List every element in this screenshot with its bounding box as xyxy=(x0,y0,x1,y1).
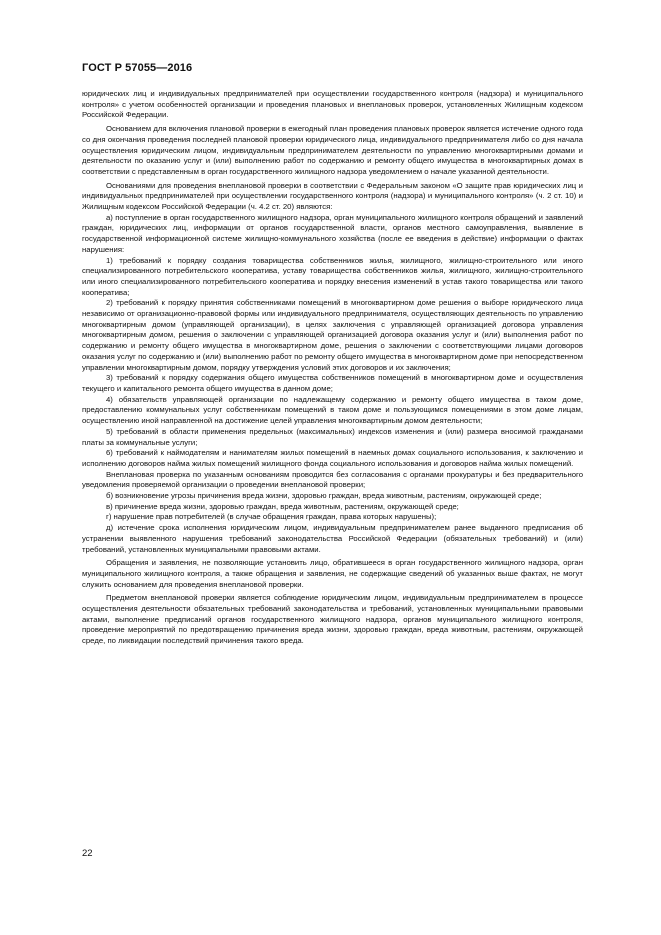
list-item-1: 1) требований к порядку создания товарищества собственников жилья, жилищного, жилищно-строительного или иного специализированного потребительского кооператива, уставу товарищества собственников жилья, жилищного, жилищно-строительного или иного специализированного потребительского кооператива и порядку внесения изменений в устав такого товарищества или такого кооператива; xyxy=(82,255,583,297)
list-item-d: д) истечение срока исполнения юридическим лицом, индивидуальным предпринимателем ранее выданного предписания об устранении выявленного нарушения требований законодательства Российской Федерации (обязательных требований) и (или) требований, установленных муниципальными правовыми актами. xyxy=(82,523,583,554)
list-item-3: 3) требований к порядку содержания общего имущества собственников помещений в многоквартирном доме и осуществления текущего и капитального ремонта общего имущества в данном доме; xyxy=(82,373,583,393)
list-item-v: в) причинение вреда жизни, здоровью граждан, вреда животным, растениям, окружающей среде; xyxy=(106,501,459,511)
list-item-4: 4) обязательств управляющей организации по надлежащему содержанию и ремонту общего имущества в таком доме, предоставлению коммунальных услуг собственникам помещений в таком доме и пользующимся помещениями в этом доме лицам, осуществлению иной направленной на достижение целей управления многоквартирным домом деятельности; xyxy=(82,394,583,426)
page-number: 22 xyxy=(82,848,93,859)
document-header: ГОСТ Р 57055—2016 xyxy=(82,62,193,74)
list-item-6: 6) требований к наймодателям и нанимателям жилых помещений в наемных домах социального использования, к заключению и исполнению договоров найма жилых помещений жилищного фонда социального использования и договоров найма жилых помещений. xyxy=(82,448,583,468)
list-item-5: 5) требований в области применения предельных (максимальных) индексов изменения и (или) размера вносимой гражданами платы за коммунальные услуги; xyxy=(82,426,583,447)
list-item-a: а) поступление в орган государственного жилищного надзора, орган муниципального жилищного контроля обращений и заявлений граждан, юридических лиц, информации от органов государственной власти, органов местного самоуправления, выявление в государственной информационной системе жилищно-коммунального хозяйства (после ее введения в действие) информации о фактах нарушения: xyxy=(82,212,583,254)
list-item-g: г) нарушение прав потребителей (в случае обращения граждан, права которых нарушены); xyxy=(106,512,437,522)
paragraph-unplanned-inspection-basis: Основаниями для проведения внеплановой проверки в соответствии с Федеральным законом «О защите прав юридических лиц и индивидуальных предпринимателей при осуществлении государственного контроля (надзора) и муниципального контроля» (ч. 2 ст. 10) и Жилищным кодексом Российской Федерации (ч. 4.2 ст. 20) являются: xyxy=(82,180,583,212)
list-item-2: 2) требований к порядку принятия собственниками помещений в многоквартирном доме решения о выборе юридического лица независимо от организационно-правовой формы или индивидуального предпринимателя, осуществляющих деятельность по управлению многоквартирным домом (управляющей организации), в целях заключения с управляющей организацией договора управления многоквартирным домом, решения о заключении с управляющей организацией договора оказания услуг и (или) выполнения работ по содержанию и ремонту общего имущества в многоквартирном доме, решения о заключении с соответствующими лицами договоров оказания услуг по содержанию и (или) выполнению работ по ремонту общего имущества в многоквартирном доме при непосредственном управлении многоквартирным домом, порядку утверждения условий этих договоров и их заключения; xyxy=(82,298,583,372)
paragraph-anonymous-appeals: Обращения и заявления, не позволяющие установить лицо, обратившееся в орган государственного жилищного надзора, орган муниципального жилищного контроля, а также обращения и заявления, не содержащие сведений об указанных выше фактах, не могут служить основанием для проведения внеплановой проверки. xyxy=(82,558,583,589)
paragraph-planned-inspection-basis: Основанием для включения плановой проверки в ежегодный план проведения плановых проверок является истечение одного года со дня окончания проведения последней плановой проверки юридического лица, индивидуального предпринимателя либо со дня начала осуществления юридическим лицом, индивидуальным предпринимателем деятельности по управлению многоквартирными домами и деятельности по оказанию услуг и (или) выполнению работ по содержанию и ремонту общего имущества в многоквартирных домах в соответствии с представленным в орган государственного жилищного надзора уведомлением о начале указанной деятельности. xyxy=(82,124,583,176)
paragraph-no-prosecutor-approval: Внеплановая проверка по указанным основаниям проводится без согласования с органами прокуратуры и без предварительного уведомления проверяемой организации о проведении внеплановой проверки; xyxy=(82,469,583,490)
paragraph-inspection-subject: Предметом внеплановой проверки является соблюдение юридическим лицом, индивидуальным предпринимателем в процессе осуществления деятельности обязательных требований законодательства и требований, установленных муниципальными правовыми актами, выполнение предписаний органов государственного жилищного надзора, органов муниципального жилищного контроля, проведение мероприятий по предотвращению причинения вреда жизни, здоровью граждан, вреда животным, растениям, окружающей среде, по ликвидации последствий причинения такого вреда. xyxy=(82,593,583,646)
paragraph-continuation: юридических лиц и индивидуальных предпринимателей при осуществлении государственного контроля (надзора) и муниципального контроля» с учетом особенностей организации и проведения плановых и внеплановых проверок, установленных Жилищным кодексом Российской Федерации. xyxy=(82,89,583,120)
document-body xyxy=(82,89,583,647)
list-item-b: б) возникновение угрозы причинения вреда жизни, здоровью граждан, вреда животным, растениям, окружающей среде; xyxy=(106,491,542,501)
